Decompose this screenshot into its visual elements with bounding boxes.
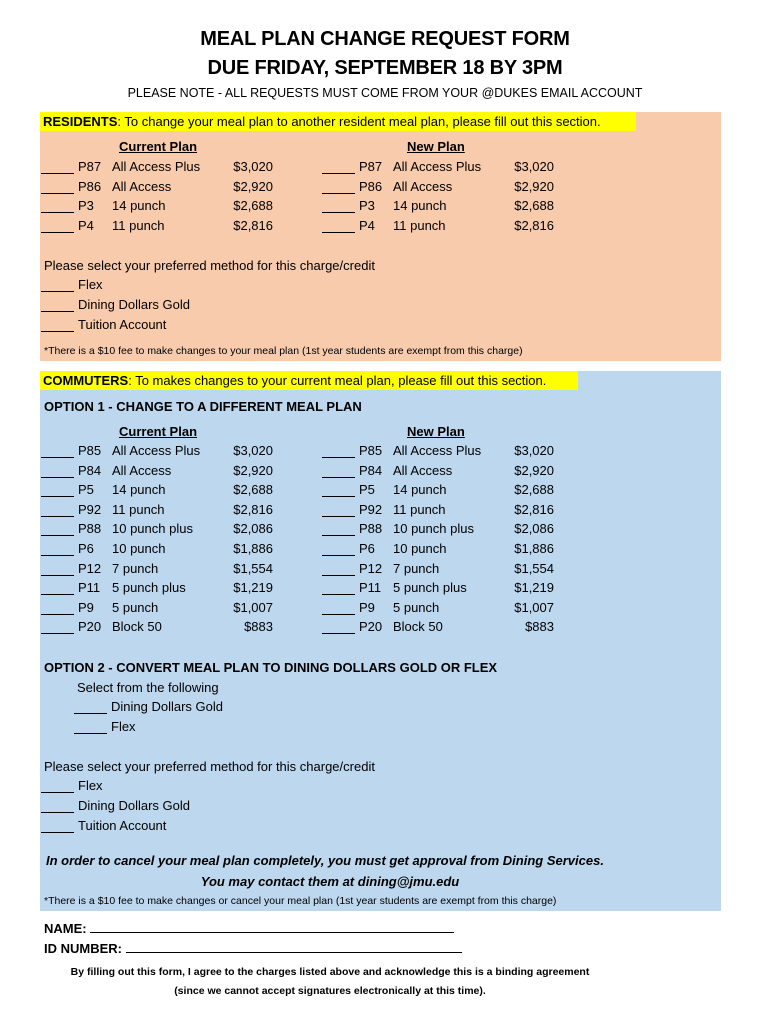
plan-price: $2,688 [233, 482, 273, 498]
residents-label: RESIDENTS [43, 114, 118, 129]
plan-price: $1,007 [233, 599, 273, 615]
plan-name: All Access [112, 462, 172, 478]
plan-code: P20 [359, 619, 383, 635]
plan-name: 10 punch [112, 541, 166, 556]
plan-price: $1,554 [233, 560, 273, 576]
residents-method-prompt: Please select your preferred method for this charge/credit [44, 258, 375, 273]
plan-code: P12 [78, 560, 102, 576]
plan-code: P84 [78, 462, 102, 478]
plan-code: P88 [78, 521, 102, 537]
id-row [44, 940, 462, 956]
plan-price: $1,886 [514, 541, 554, 556]
residents-new-plan-row-p4 [322, 217, 562, 235]
plan-price: $2,086 [233, 521, 273, 537]
commuters-fee-note: *There is a $10 fee to make changes or cancel your meal plan (1st year students are exempt from this charge) [44, 895, 557, 907]
plan-code: P9 [359, 599, 375, 615]
commuters-new-plan-row-p88 [322, 520, 562, 538]
plan-code: P92 [78, 501, 102, 517]
commuters-current-plan-row-p11 [41, 579, 281, 597]
residents-current-plan-row-p4 [41, 217, 281, 235]
plan-name: 10 punch [393, 541, 447, 556]
commuters-new-header: New Plan [407, 424, 465, 439]
commuters-current-header: Current Plan [119, 424, 198, 439]
commuters-current-plan-row-p85 [41, 442, 281, 460]
plan-price: $2,920 [514, 178, 554, 194]
commuters-current-plan-row-p92 [41, 501, 281, 519]
option-label: Tuition Account [78, 317, 167, 332]
plan-price: $2,816 [233, 501, 273, 517]
name-label: NAME: [44, 921, 87, 936]
agreement-line1: By filling out this form, I agree to the charges listed above and acknowledge this is a binding agreement [70, 966, 590, 978]
id-field[interactable] [126, 940, 462, 953]
plan-code: P86 [359, 178, 383, 194]
plan-code: P87 [359, 159, 383, 174]
plan-price: $3,020 [514, 159, 554, 174]
commuters-current-plan-row-p6 [41, 540, 281, 558]
plan-price: $2,688 [514, 198, 554, 214]
cancel-contact: You may contact them at dining@jmu.edu [200, 874, 460, 889]
plan-price: $2,816 [233, 218, 273, 234]
plan-code: P11 [359, 580, 382, 596]
plan-name: 11 punch [393, 501, 446, 517]
commuters-method-option-checkbox-line[interactable] [41, 817, 74, 833]
plan-name: 11 punch [112, 501, 165, 517]
plan-name: 14 punch [393, 198, 447, 214]
commuters-new-plan-row-p85 [322, 442, 562, 460]
plan-price: $3,020 [233, 159, 273, 174]
option-label: Flex [78, 778, 103, 793]
plan-code: P3 [78, 198, 94, 214]
commuters-new-plan-row-p84 [322, 462, 562, 480]
plan-price: $3,020 [233, 443, 273, 458]
plan-code: P88 [359, 521, 383, 537]
plan-name: 5 punch [112, 599, 159, 615]
residents-new-plan-row-p3 [322, 197, 562, 215]
plan-name: All Access Plus [393, 443, 482, 458]
plan-code: P9 [78, 599, 94, 615]
plan-name: 14 punch [112, 198, 166, 214]
plan-code: P84 [359, 462, 383, 478]
form-title: MEAL PLAN CHANGE REQUEST FORM [200, 28, 570, 50]
commuters-new-plan-row-p6 [322, 540, 562, 558]
commuters-method-option-checkbox-line[interactable] [41, 797, 74, 813]
plan-code: P4 [359, 218, 375, 234]
commuters-instruction: : To makes changes to your current meal plan, please fill out this section. [128, 373, 547, 388]
residents-new-plan-row-p87 [322, 158, 562, 176]
plan-code: P5 [359, 482, 375, 498]
plan-code: P6 [78, 541, 94, 556]
commuters-new-plan-row-p9 [322, 599, 562, 617]
option-label: Flex [111, 719, 136, 734]
residents-current-header: Current Plan [119, 139, 198, 154]
option2-option-checkbox-line[interactable] [74, 718, 107, 734]
commuters-heading [40, 371, 578, 390]
commuters-new-plan-row-p92 [322, 501, 562, 519]
commuters-current-plan-row-p20 [41, 618, 281, 636]
option-label: Tuition Account [78, 818, 167, 833]
plan-name: 10 punch plus [112, 521, 193, 537]
plan-name: 5 punch [393, 599, 440, 615]
plan-name: 5 punch plus [112, 580, 186, 596]
plan-price: $2,816 [514, 501, 554, 517]
option-label: Dining Dollars Gold [111, 699, 223, 714]
name-row [44, 920, 454, 936]
commuters-new-plan-row-p20 [322, 618, 562, 636]
option2-title: OPTION 2 - CONVERT MEAL PLAN TO DINING DOLLARS GOLD OR FLEX [44, 660, 498, 675]
plan-price: $2,920 [233, 178, 273, 194]
residents-current-plan-row-p87 [41, 158, 281, 176]
plan-price: $1,219 [514, 580, 554, 596]
plan-name: 11 punch [393, 218, 446, 234]
plan-price: $3,020 [514, 443, 554, 458]
commuters-new-plan-row-p12 [322, 560, 562, 578]
residents-current-plan-row-p86 [41, 178, 281, 196]
plan-price: $1,554 [514, 560, 554, 576]
plan-name: All Access Plus [112, 159, 201, 174]
plan-code: P4 [78, 218, 94, 234]
plan-name: 11 punch [112, 218, 165, 234]
plan-name: 14 punch [112, 482, 166, 498]
option-label: Flex [78, 277, 103, 292]
plan-name: All Access Plus [112, 443, 201, 458]
plan-price: $883 [244, 619, 273, 635]
email-note: PLEASE NOTE - ALL REQUESTS MUST COME FROM YOUR @DUKES EMAIL ACCOUNT [127, 86, 643, 100]
option2-prompt: Select from the following [77, 680, 219, 695]
option-label: Dining Dollars Gold [78, 798, 190, 813]
plan-name: All Access [112, 178, 172, 194]
plan-code: P87 [78, 159, 102, 174]
plan-code: P3 [359, 198, 375, 214]
plan-code: P6 [359, 541, 375, 556]
commuters-label: COMMUTERS [43, 373, 129, 388]
plan-name: All Access Plus [393, 159, 482, 174]
plan-price: $1,219 [233, 580, 273, 596]
option2-option-checkbox-line[interactable] [74, 698, 107, 714]
residents-method-option-checkbox-line[interactable] [41, 316, 74, 332]
plan-code: P12 [359, 560, 383, 576]
residents-method-option-checkbox-line[interactable] [41, 276, 74, 292]
commuters-method-prompt: Please select your preferred method for this charge/credit [44, 759, 375, 774]
commuters-new-plan-row-p11 [322, 579, 562, 597]
plan-code: P5 [78, 482, 94, 498]
residents-new-plan-row-p86 [322, 178, 562, 196]
option-label: Dining Dollars Gold [78, 297, 190, 312]
agreement-line2: (since we cannot accept signatures electronically at this time). [174, 985, 486, 997]
plan-price: $2,688 [514, 482, 554, 498]
plan-price: $1,886 [233, 541, 273, 556]
plan-name: 5 punch plus [393, 580, 467, 596]
plan-code: P85 [359, 443, 383, 458]
residents-new-header: New Plan [407, 139, 465, 154]
due-date: DUE FRIDAY, SEPTEMBER 18 BY 3PM [207, 57, 563, 79]
plan-code: P86 [78, 178, 102, 194]
name-field[interactable] [90, 920, 454, 933]
plan-code: P85 [78, 443, 102, 458]
plan-name: 7 punch [112, 560, 159, 576]
plan-code: P11 [78, 580, 101, 596]
option1-title: OPTION 1 - CHANGE TO A DIFFERENT MEAL PLAN [44, 399, 362, 414]
plan-price: $2,086 [514, 521, 554, 537]
commuters-method-option-checkbox-line[interactable] [41, 777, 74, 793]
residents-method-option-checkbox-line[interactable] [41, 296, 74, 312]
residents-instruction: : To change your meal plan to another resident meal plan, please fill out this section. [117, 114, 601, 129]
commuters-current-plan-row-p12 [41, 560, 281, 578]
commuters-new-plan-row-p5 [322, 481, 562, 499]
plan-price: $1,007 [514, 599, 554, 615]
plan-name: Block 50 [393, 619, 443, 635]
plan-name: 14 punch [393, 482, 447, 498]
plan-name: Block 50 [112, 619, 162, 635]
commuters-current-plan-row-p9 [41, 599, 281, 617]
residents-fee-note: *There is a $10 fee to make changes to your meal plan (1st year students are exempt from this charge) [44, 345, 523, 357]
plan-price: $2,920 [233, 462, 273, 478]
cancel-instruction: In order to cancel your meal plan completely, you must get approval from Dining Services. [46, 853, 604, 868]
plan-name: 7 punch [393, 560, 440, 576]
plan-name: All Access [393, 178, 453, 194]
plan-code: P92 [359, 501, 383, 517]
commuters-current-plan-row-p84 [41, 462, 281, 480]
residents-heading [40, 112, 636, 131]
plan-code: P20 [78, 619, 102, 635]
commuters-current-plan-row-p5 [41, 481, 281, 499]
id-label: ID NUMBER: [44, 941, 122, 956]
plan-price: $883 [525, 619, 554, 635]
plan-name: 10 punch plus [393, 521, 474, 537]
plan-price: $2,688 [233, 198, 273, 214]
residents-current-plan-row-p3 [41, 197, 281, 215]
commuters-current-plan-row-p88 [41, 520, 281, 538]
plan-price: $2,816 [514, 218, 554, 234]
plan-name: All Access [393, 462, 453, 478]
plan-price: $2,920 [514, 462, 554, 478]
